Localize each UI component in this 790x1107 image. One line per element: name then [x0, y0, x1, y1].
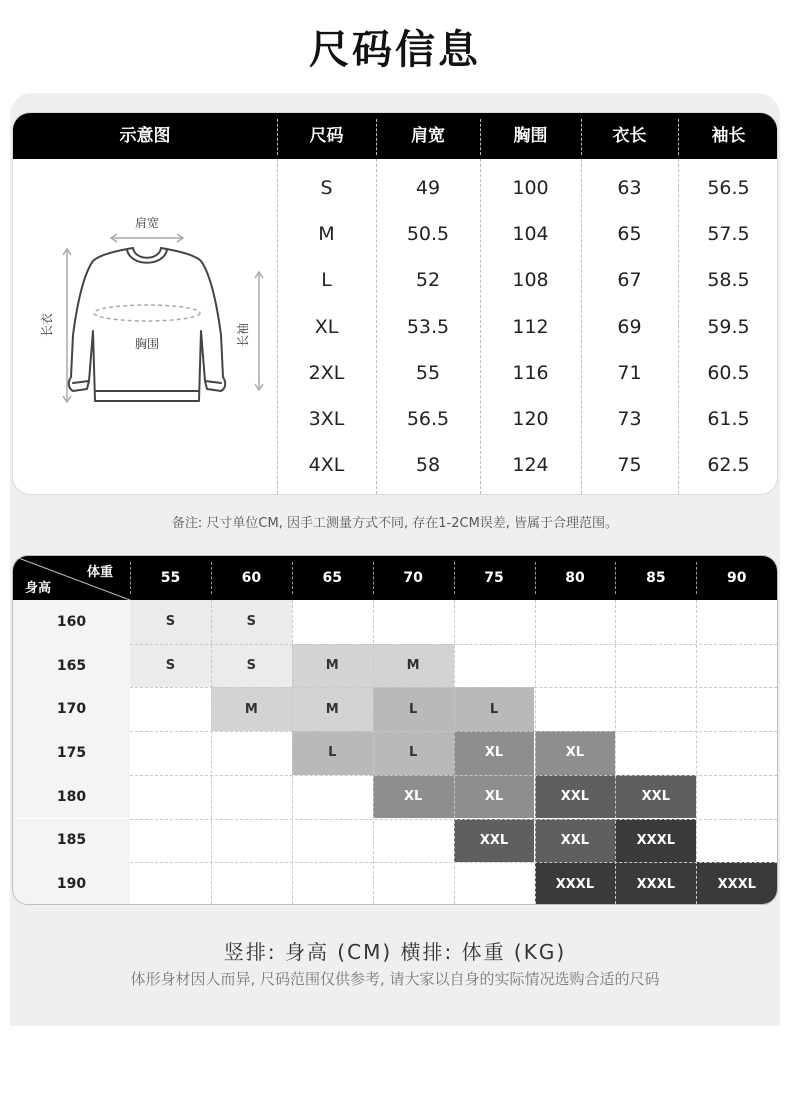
size-cell: 52 [415, 269, 441, 292]
size-cell: XXXL [696, 862, 777, 905]
size-cell: L [454, 687, 535, 731]
size-cell [373, 600, 454, 644]
size-row [13, 442, 777, 488]
size-cell [696, 731, 777, 775]
size-cell: 124 [512, 454, 549, 477]
size-cell: 67 [617, 269, 642, 292]
size-cell: XL [373, 775, 454, 819]
size-cell: XXL [535, 775, 616, 819]
size-cell [211, 819, 292, 863]
grid-row [13, 775, 777, 819]
size-cell [615, 731, 696, 775]
size-cell: S [320, 177, 333, 199]
size-cell: 116 [512, 361, 549, 384]
size-cell [454, 862, 535, 905]
grid-header [13, 556, 777, 600]
size-cell: 75 [617, 454, 642, 477]
header-chest: 胸围 [513, 126, 548, 146]
size-cell: XXXL [535, 862, 616, 905]
size-cell: 112 [512, 315, 549, 338]
size-cell [211, 862, 292, 905]
size-cell [130, 819, 211, 863]
size-cell: XXXL [615, 862, 696, 905]
size-cell [696, 819, 777, 863]
diagram-sleeve-label: 长袖 [236, 322, 250, 348]
size-cell: 55 [415, 361, 441, 384]
measurement-note: 备注: 尺寸单位CM, 因手工测量方式不同, 存在1-2CM误差, 皆属于合理范围。 [171, 516, 619, 531]
size-cell: 50.5 [406, 223, 450, 246]
size-cell [615, 600, 696, 644]
height-label: 175 [13, 731, 130, 775]
sweater-diagram-icon [27, 205, 265, 425]
size-cell: 58 [415, 454, 441, 477]
size-cell: XXL [535, 819, 616, 863]
size-cell: 58.5 [707, 269, 750, 292]
size-cell: M [211, 687, 292, 731]
size-cell: 60.5 [707, 361, 750, 384]
weight-header: 60 [241, 570, 262, 586]
corner-weight-label: 体重 [87, 565, 114, 580]
size-cell [535, 644, 616, 688]
size-cell [454, 644, 535, 688]
grid-row [13, 862, 777, 905]
size-cell [696, 644, 777, 688]
weight-header: 75 [484, 570, 504, 586]
size-cell: 120 [512, 408, 549, 430]
size-cell: 4XL [308, 454, 345, 477]
size-cell: L [373, 731, 454, 775]
size-cell [130, 687, 211, 731]
size-cell [535, 687, 616, 731]
height-label: 170 [13, 687, 130, 731]
size-cell: 108 [512, 269, 549, 292]
size-cell: S [130, 600, 211, 644]
size-cell [292, 862, 373, 905]
size-cell: L [321, 269, 332, 292]
size-cell: XL [314, 315, 339, 338]
size-cell [615, 687, 696, 731]
size-cell [696, 600, 777, 644]
size-cell: 49 [415, 177, 441, 199]
size-table [12, 112, 778, 495]
size-cell: 2XL [308, 361, 345, 384]
grid-row [13, 687, 777, 731]
size-cell [130, 731, 211, 775]
header-shoulder: 肩宽 [411, 126, 445, 146]
size-cell [292, 600, 373, 644]
grid-row [13, 819, 777, 863]
size-cell: XXXL [615, 819, 696, 863]
size-cell: S [130, 644, 211, 688]
size-cell [211, 775, 292, 819]
weight-header: 55 [160, 570, 181, 586]
height-label: 160 [13, 600, 130, 644]
size-cell [211, 731, 292, 775]
size-cell: 73 [617, 408, 642, 430]
size-cell: 62.5 [707, 454, 750, 477]
height-weight-grid [12, 555, 778, 905]
size-cell: 69 [617, 315, 642, 338]
height-label: 165 [13, 644, 130, 688]
weight-header: 80 [565, 570, 585, 586]
height-label: 185 [13, 819, 130, 863]
size-cell [696, 775, 777, 819]
header-diagram: 示意图 [119, 126, 171, 146]
size-cell: XXL [615, 775, 696, 819]
size-cell: 3XL [308, 408, 345, 430]
size-cell [615, 644, 696, 688]
header-length: 衣长 [612, 126, 647, 146]
weight-header: 65 [322, 570, 342, 586]
diagram-chest-label: 胸围 [134, 337, 160, 351]
size-cell [130, 862, 211, 905]
header-sleeve: 袖长 [711, 126, 746, 146]
size-cell: 61.5 [707, 408, 750, 430]
diagram-length-label: 长衣 [40, 312, 54, 338]
weight-header: 90 [727, 570, 747, 586]
height-label: 190 [13, 862, 130, 905]
size-cell: M [292, 687, 373, 731]
size-cell: XXL [454, 819, 535, 863]
weight-header: 70 [403, 570, 423, 586]
corner-height-label: 身高 [25, 581, 52, 596]
grid-row [13, 600, 777, 644]
size-cell: L [292, 731, 373, 775]
grid-row [13, 644, 777, 688]
size-cell: 59.5 [707, 315, 750, 338]
size-cell [292, 819, 373, 863]
axis-legend: 竖排: 身高 (CM) 横排: 体重 (KG) [223, 940, 567, 964]
size-cell [130, 775, 211, 819]
page-title: 尺码信息 [309, 27, 481, 73]
size-table-header [13, 113, 777, 159]
size-cell: 56.5 [406, 408, 450, 430]
size-cell: 100 [512, 177, 549, 199]
weight-header: 85 [646, 570, 666, 586]
size-cell: 65 [617, 223, 642, 246]
size-cell [535, 600, 616, 644]
size-cell: 57.5 [707, 223, 750, 246]
size-cell: M [373, 644, 454, 688]
size-cell: L [373, 687, 454, 731]
size-cell [373, 819, 454, 863]
size-cell: S [211, 644, 292, 688]
size-cell: 71 [617, 361, 642, 384]
size-cell: XL [454, 775, 535, 819]
size-cell: 53.5 [406, 315, 450, 338]
header-size: 尺码 [309, 126, 344, 146]
size-cell [373, 862, 454, 905]
size-cell: 63 [617, 177, 642, 199]
size-cell [696, 687, 777, 731]
size-cell: 56.5 [707, 177, 750, 199]
size-cell: M [292, 644, 373, 688]
height-label: 180 [13, 775, 130, 819]
size-cell: S [211, 600, 292, 644]
size-cell [454, 600, 535, 644]
size-cell: XL [535, 731, 616, 775]
size-cell: M [318, 223, 335, 246]
grid-row [13, 731, 777, 775]
size-cell: XL [454, 731, 535, 775]
disclaimer: 体形身材因人而异, 尺码范围仅供参考, 请大家以自身的实际情况选购合适的尺码 [130, 970, 660, 988]
size-cell: 104 [512, 223, 549, 246]
size-cell [292, 775, 373, 819]
diagram-shoulder-label: 肩宽 [134, 216, 160, 230]
